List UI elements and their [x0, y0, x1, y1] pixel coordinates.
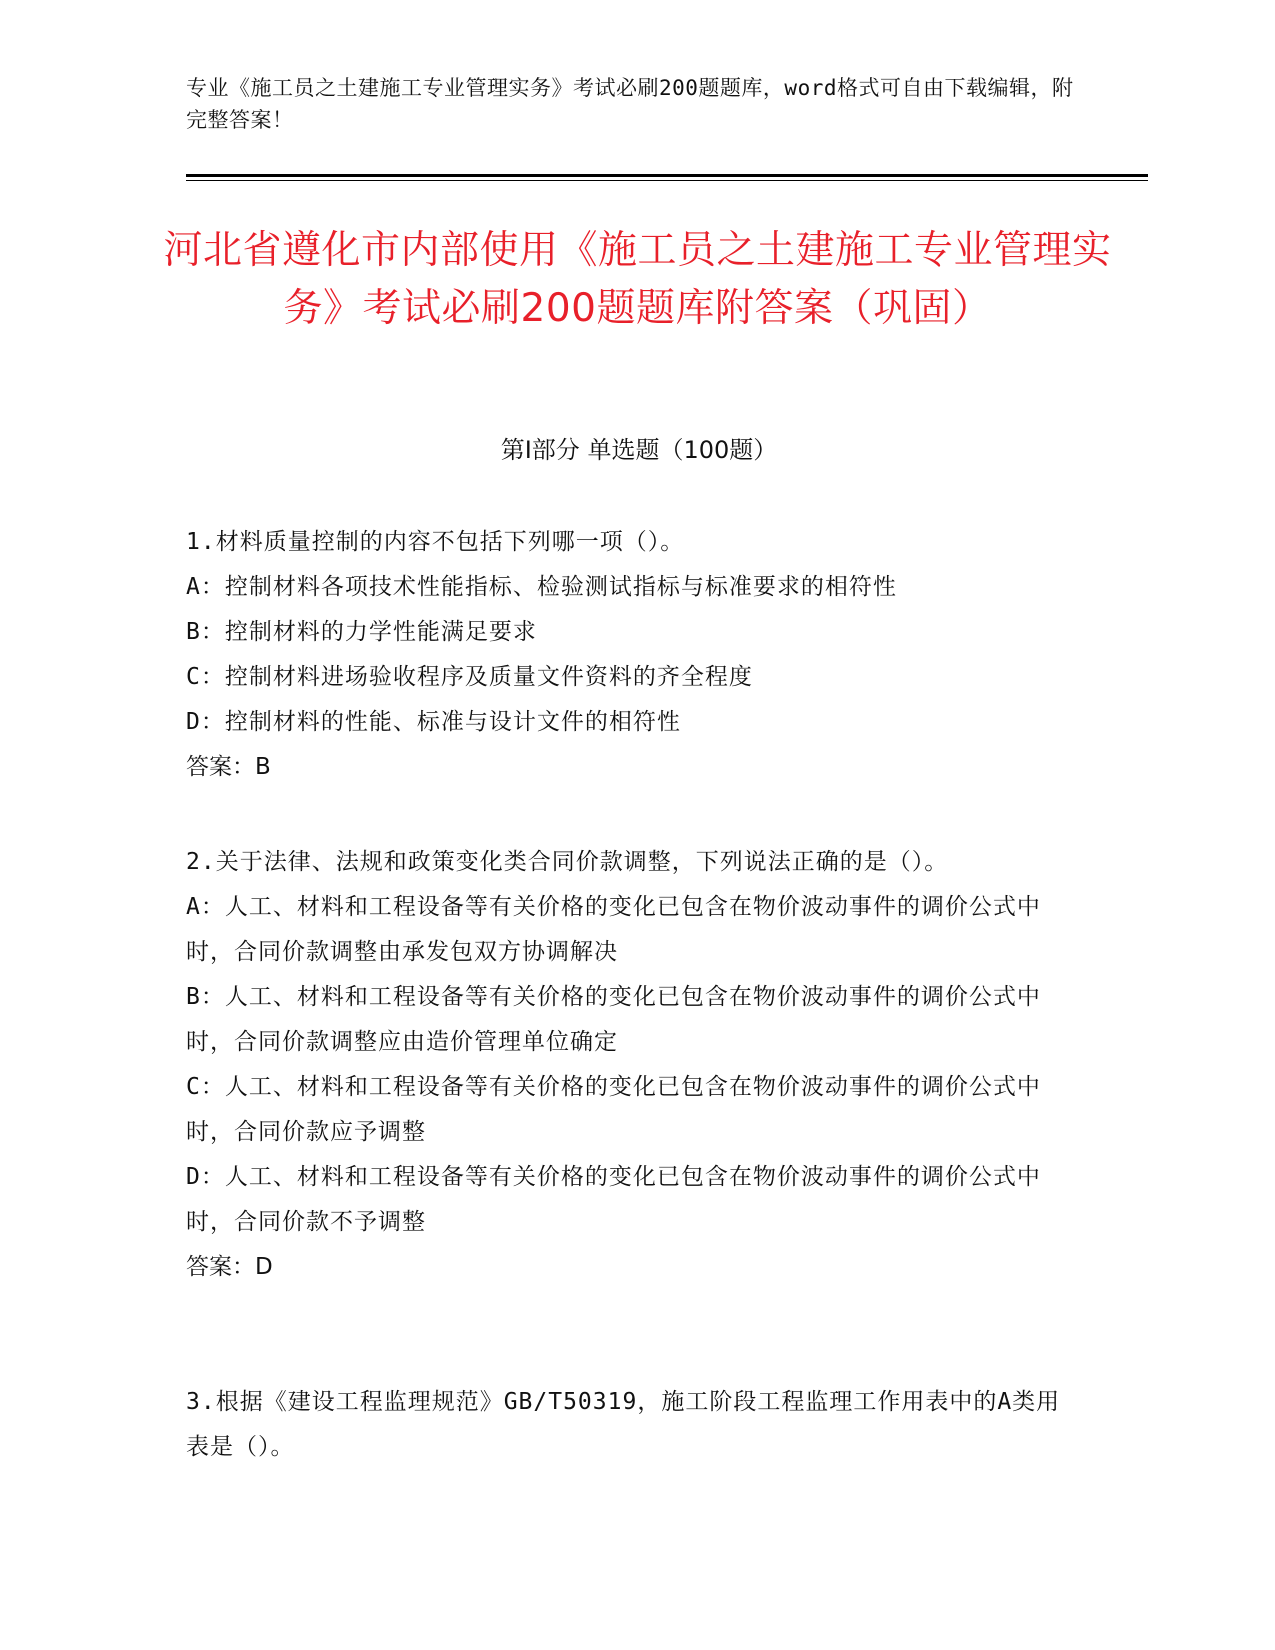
option-d: D：人工、材料和工程设备等有关价格的变化已包含在物价波动事件的调价公式中时，合同价款不予调整 [186, 1164, 1041, 1235]
option-c: C：控制材料进场验收程序及质量文件资料的齐全程度 [186, 664, 753, 690]
section-heading: 第Ⅰ部分 单选题（100题） [500, 436, 778, 464]
option-d: D：控制材料的性能、标准与设计文件的相符性 [186, 709, 681, 735]
answer: 答案：D [186, 1254, 273, 1280]
question-2 [186, 840, 1076, 1340]
question-text: 3.根据《建设工程监理规范》GB/T50319，施工阶段工程监理工作用表中的A类用表是（）。 [186, 1389, 1061, 1460]
header-rule-thick [186, 174, 1148, 177]
option-a: A：控制材料各项技术性能指标、检验测试指标与标准要求的相符性 [186, 574, 897, 600]
header-note: 专业《施工员之土建施工专业管理实务》考试必刷200题题库，word格式可自由下载编辑，附完整答案！ [186, 76, 1074, 132]
question-list [186, 520, 1076, 1510]
document-title: 河北省遵化市内部使用《施工员之土建施工专业管理实务》考试必刷200题题库附答案（巩固） [163, 228, 1112, 331]
question-3 [186, 1380, 1076, 1470]
answer: 答案：B [186, 754, 271, 780]
question-1 [186, 520, 1076, 800]
header-rule-thin [186, 180, 1148, 181]
question-text: 1.材料质量控制的内容不包括下列哪一项（）。 [186, 529, 685, 555]
option-a: A：人工、材料和工程设备等有关价格的变化已包含在物价波动事件的调价公式中时，合同价款调整由承发包双方协调解决 [186, 894, 1041, 965]
question-text: 2.关于法律、法规和政策变化类合同价款调整，下列说法正确的是（）。 [186, 849, 949, 875]
option-b: B：人工、材料和工程设备等有关价格的变化已包含在物价波动事件的调价公式中时，合同价款调整应由造价管理单位确定 [186, 984, 1041, 1055]
option-c: C：人工、材料和工程设备等有关价格的变化已包含在物价波动事件的调价公式中时，合同价款应予调整 [186, 1074, 1041, 1145]
option-b: B：控制材料的力学性能满足要求 [186, 619, 537, 645]
